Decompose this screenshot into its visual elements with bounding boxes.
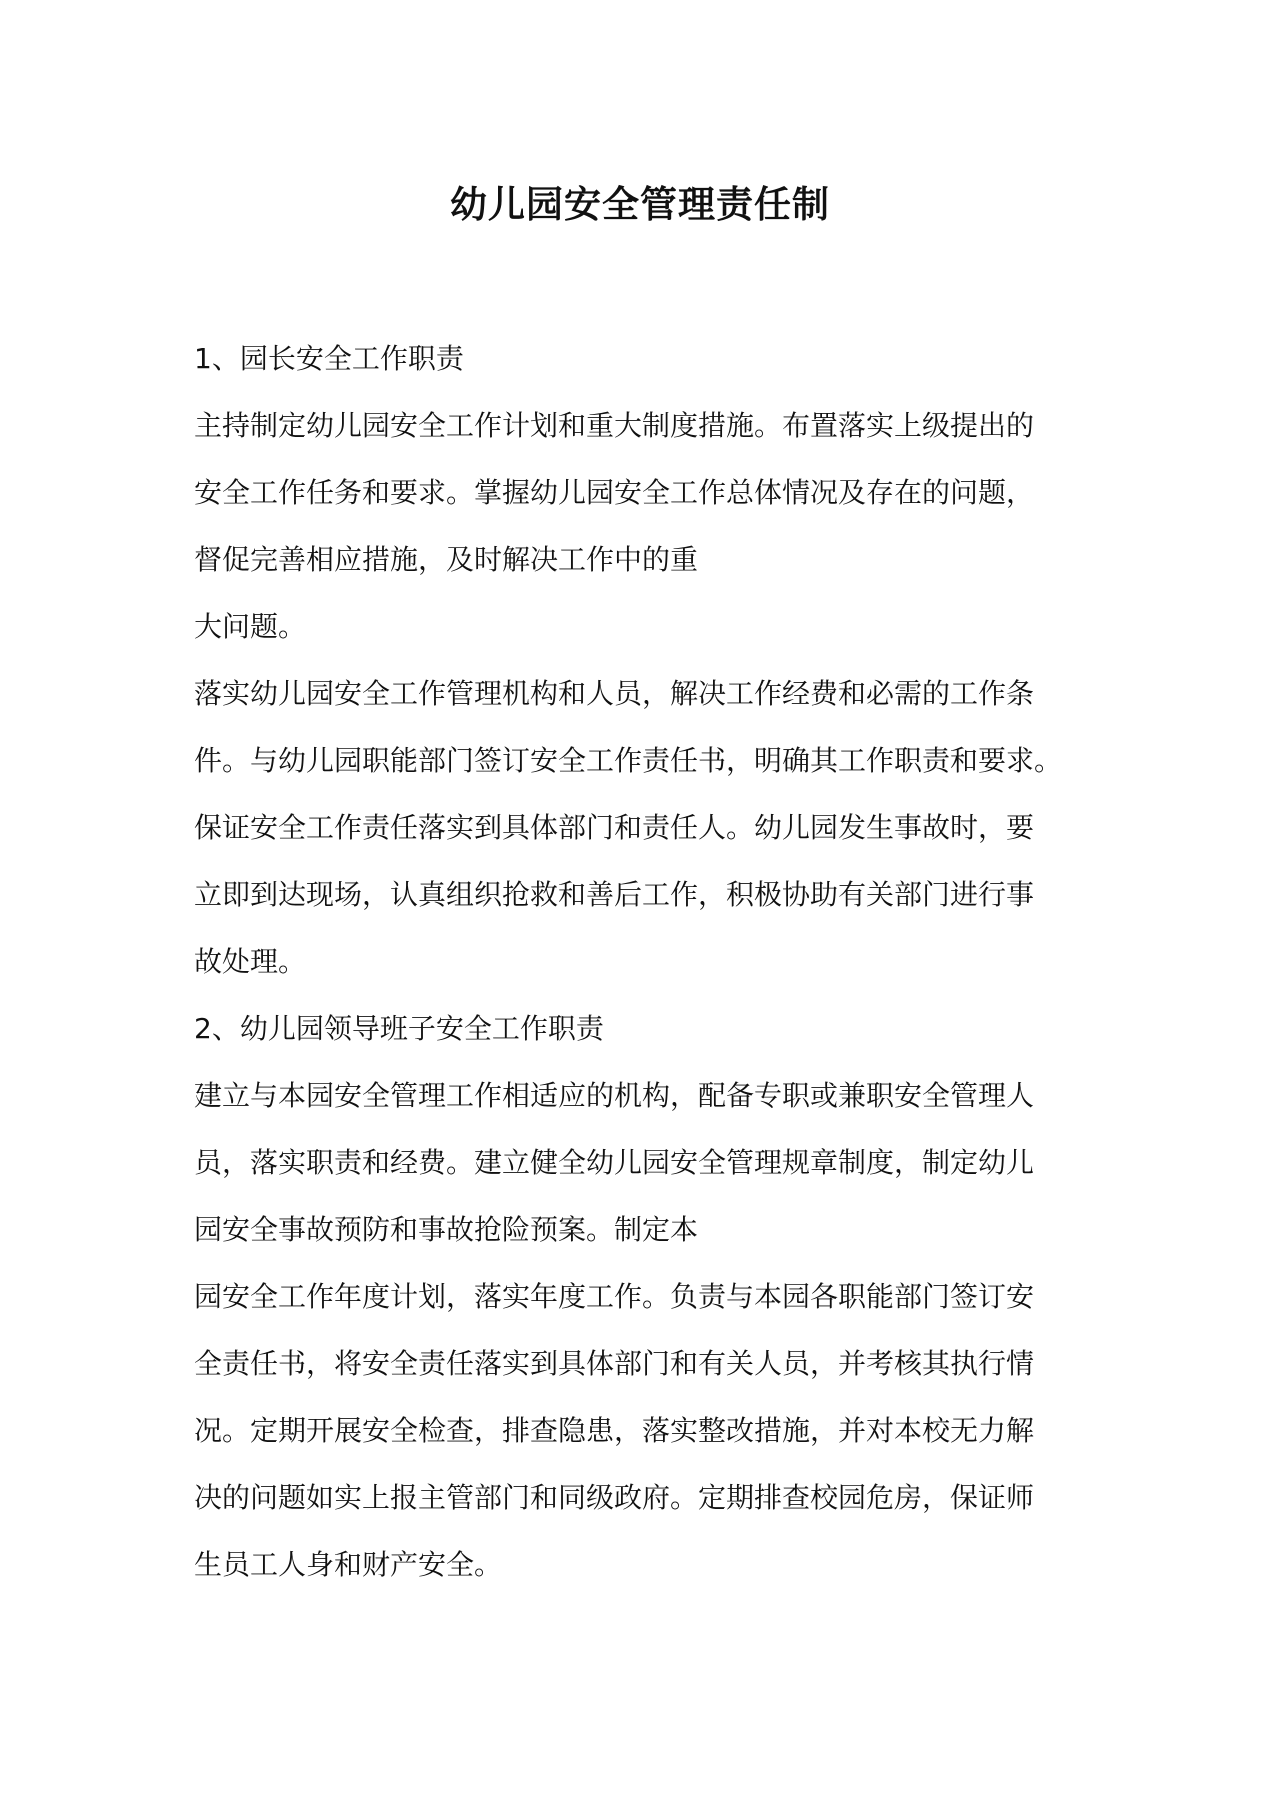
paragraph-line: 建立与本园安全管理工作相适应的机构，配备专职或兼职安全管理人 xyxy=(194,1079,1035,1112)
paragraph-line: 大问题。 xyxy=(194,610,307,643)
paragraph-line: 况。定期开展安全检查，排查隐患，落实整改措施，并对本校无力解 xyxy=(194,1414,1035,1447)
paragraph-line: 园安全事故预防和事故抢险预案。制定本 xyxy=(194,1213,699,1246)
paragraph-line: 督促完善相应措施，及时解决工作中的重 xyxy=(194,543,699,576)
paragraph-line: 员，落实职责和经费。建立健全幼儿园安全管理规章制度，制定幼儿 xyxy=(194,1146,1035,1179)
paragraph-line: 决的问题如实上报主管部门和同级政府。定期排查校园危房，保证师 xyxy=(194,1481,1035,1514)
paragraph-line: 立即到达现场，认真组织抢救和善后工作，积极协助有关部门进行事 xyxy=(194,878,1035,911)
paragraph-line: 故处理。 xyxy=(194,945,307,978)
paragraph-line: 落实幼儿园安全工作管理机构和人员，解决工作经费和必需的工作条 xyxy=(194,677,1035,710)
section-heading: 1、园长安全工作职责 xyxy=(194,342,464,375)
section-heading: 2、幼儿园领导班子安全工作职责 xyxy=(194,1012,604,1045)
paragraph-line: 全责任书，将安全责任落实到具体部门和有关人员，并考核其执行情 xyxy=(194,1347,1035,1380)
paragraph-line: 主持制定幼儿园安全工作计划和重大制度措施。布置落实上级提出的 xyxy=(194,409,1035,442)
paragraph-line: 园安全工作年度计划，落实年度工作。负责与本园各职能部门签订安 xyxy=(194,1280,1035,1313)
paragraph-line: 保证安全工作责任落实到具体部门和责任人。幼儿园发生事故时，要 xyxy=(194,811,1035,844)
paragraph-line: 生员工人身和财产安全。 xyxy=(194,1548,503,1581)
document-title: 幼儿园安全管理责任制 xyxy=(450,183,830,226)
paragraph-line: 件。与幼儿园职能部门签订安全工作责任书，明确其工作职责和要求。 xyxy=(194,744,1063,777)
paragraph-line: 安全工作任务和要求。掌握幼儿园安全工作总体情况及存在的问题， xyxy=(194,476,1035,509)
